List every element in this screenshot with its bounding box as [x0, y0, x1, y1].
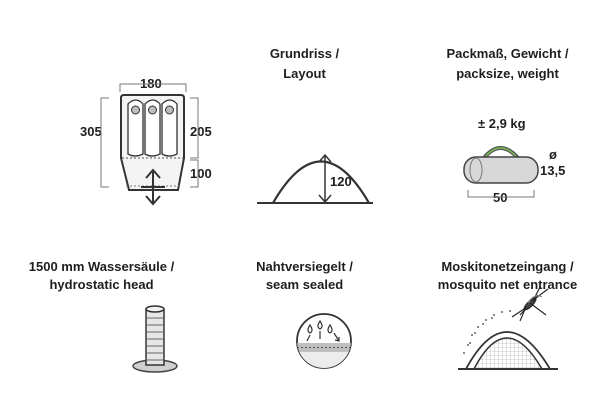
seam-sealed-panel: [203, 203, 406, 406]
diameter-label: 13,5: [540, 163, 566, 178]
hydrostatic-panel: [0, 203, 203, 406]
mosquito-panel: [406, 203, 609, 406]
pack-length-label: 50: [493, 190, 508, 205]
tent-profile-icon: [203, 0, 406, 203]
total-length-label: 305: [80, 124, 102, 139]
floorplan-icon: [0, 0, 203, 220]
tent-height-label: 120: [330, 174, 352, 189]
inner-length-label: 205: [190, 124, 212, 139]
seams-title-line1: Nahtversiegelt /: [256, 259, 353, 274]
layout-title-line1: Grundriss /: [269, 46, 340, 61]
diameter-symbol: ø: [549, 147, 557, 162]
packsize-title-line1: Packmaß, Gewicht /: [446, 46, 569, 61]
mosquito-net-icon: [406, 203, 609, 406]
hydrostatic-title-line2: hydrostatic head: [49, 277, 154, 292]
seams-title-line2: seam sealed: [265, 277, 344, 292]
vestibule-length-label: 100: [190, 166, 212, 181]
seam-sealed-icon: [203, 203, 406, 406]
floorplan-panel: [0, 0, 212, 203]
layout-panel: [203, 0, 406, 203]
packsize-title-line2: packsize, weight: [456, 66, 559, 81]
packsack-icon: [406, 0, 609, 220]
weight-label: ± 2,9 kg: [478, 116, 526, 131]
layout-title-line2: Layout: [283, 66, 326, 81]
mosquito-title-line2: mosquito net entrance: [437, 277, 578, 292]
width-label: 180: [140, 76, 162, 91]
packsize-panel: [406, 0, 609, 203]
hydrostatic-title-line1: 1500 mm Wassersäule /: [28, 259, 175, 274]
water-column-icon: [0, 203, 203, 406]
mosquito-title-line1: Moskitonetzeingang /: [441, 259, 574, 274]
